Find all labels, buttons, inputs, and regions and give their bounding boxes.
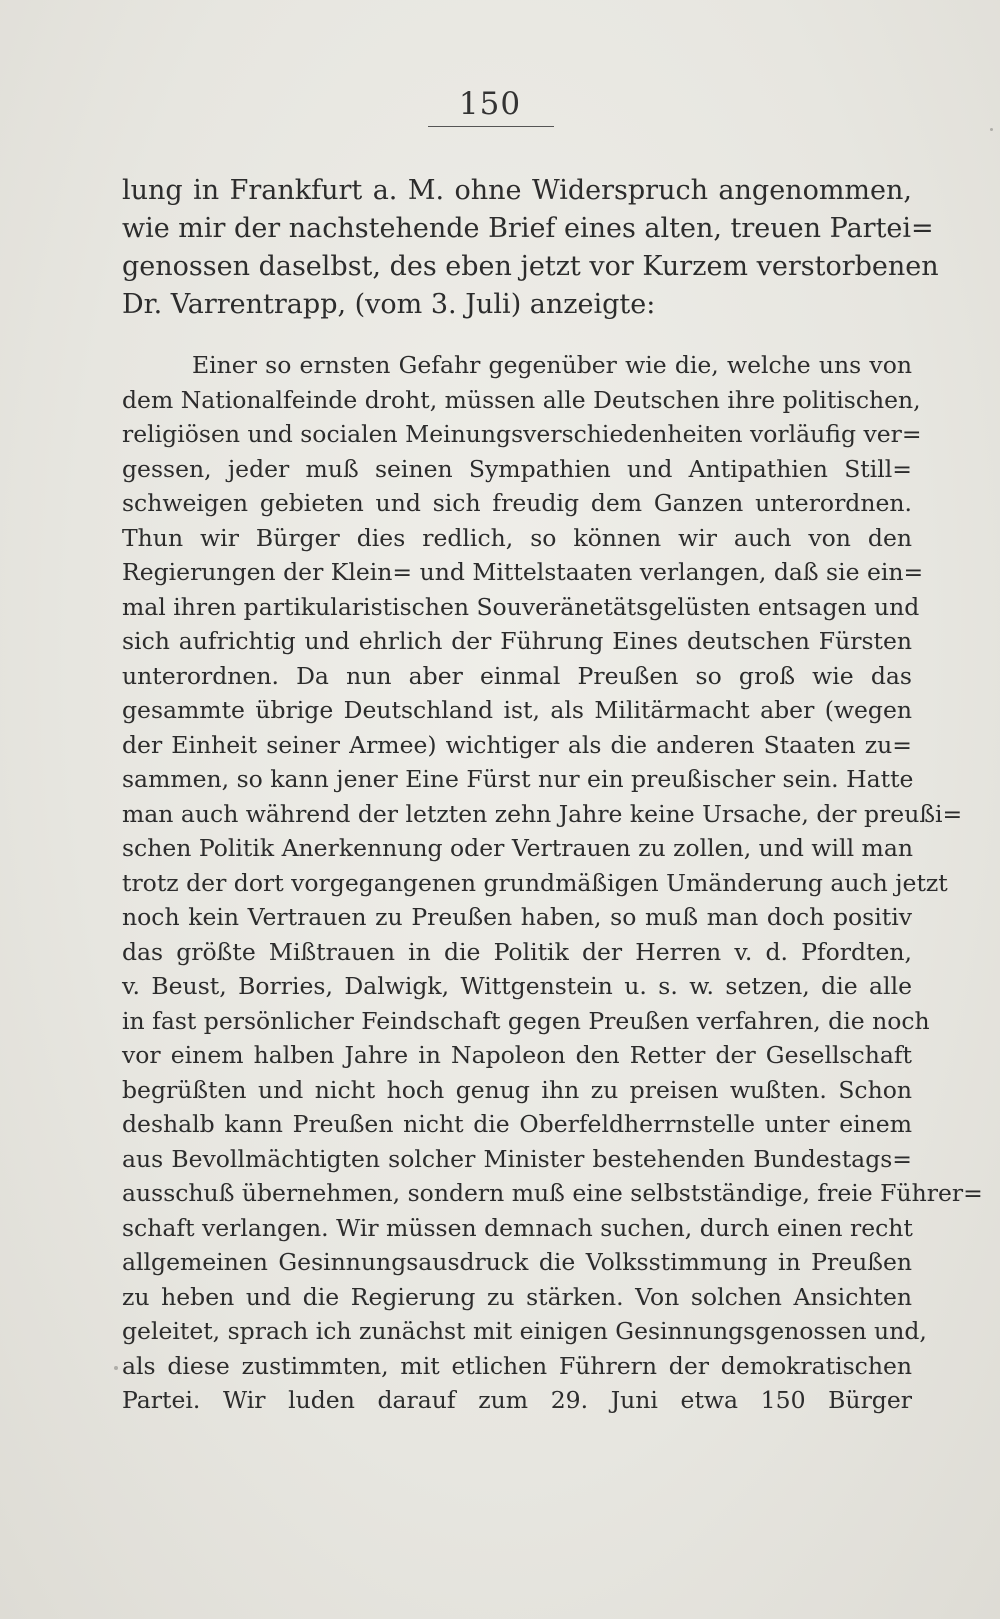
quote-line: schaft verlangen. Wir müssen demnach suchen, durch einen recht	[122, 1213, 913, 1242]
quote-line: schweigen gebieten und sich freudig dem Ganzen unterordnen.	[122, 489, 912, 517]
quoted-letter	[122, 348, 983, 1418]
quote-line: begrüßten und nicht hoch genug ihn zu preisen wußten. Schon	[122, 1075, 912, 1104]
quote-line: mal ihren partikularistischen Souveränetätsgelüsten entsagen und	[122, 592, 920, 621]
text-line: lung in Frankfurt a. M. ohne Widerspruch angenommen,	[122, 175, 912, 206]
quote-line: als diese zustimmten, mit etlichen Führern der demokratischen	[122, 1351, 912, 1380]
quote-line: dem Nationalfeinde droht, müssen alle Deutschen ihre politischen,	[122, 385, 921, 414]
quote-line: gessen, jeder muß seinen Sympathien und Antipathien Still=	[122, 454, 912, 483]
quote-line: sammen, so kann jener Eine Fürst nur ein preußischer sein. Hatte	[122, 765, 914, 793]
paper-speck	[990, 128, 993, 131]
paper-speck	[114, 1366, 118, 1370]
quote-line: Einer so ernsten Gefahr gegenüber wie die, welche uns von	[192, 351, 912, 379]
quote-line: Regierungen der Klein= und Mittelstaaten verlangen, daß sie ein=	[122, 558, 924, 586]
page-number: 150	[458, 86, 522, 122]
quote-line: religiösen und socialen Meinungsverschiedenheiten vorläufig ver=	[122, 420, 922, 448]
quote-line: schen Politik Anerkennung oder Vertrauen zu zollen, und will man	[122, 834, 913, 862]
quote-line: v. Beust, Borries, Dalwigk, Wittgenstein u. s. w. setzen, die alle	[122, 972, 912, 1000]
quote-line: gesammte übrige Deutschland ist, als Militärmacht aber (wegen	[122, 696, 912, 724]
quote-line: Partei. Wir luden darauf zum 29. Juni etwa 150 Bürger	[122, 1386, 912, 1414]
quote-line: aus Bevollmächtigten solcher Minister bestehenden Bundestags=	[122, 1144, 912, 1173]
quote-line: in fast persönlicher Feindschaft gegen Preußen verfahren, die noch	[122, 1006, 930, 1035]
quote-line: trotz der dort vorgegangenen grundmäßigen Umänderung auch jetzt	[122, 868, 948, 897]
quote-line: sich aufrichtig und ehrlich der Führung Eines deutschen Fürsten	[122, 627, 912, 655]
quote-line: man auch während der letzten zehn Jahre keine Ursache, der preußi=	[122, 799, 963, 828]
main-text	[122, 172, 939, 324]
quote-line: geleitet, sprach ich zunächst mit einigen Gesinnungsgenossen und,	[122, 1317, 927, 1345]
quote-line: deshalb kann Preußen nicht die Oberfeldherrnstelle unter einem	[122, 1110, 912, 1138]
quote-line: der Einheit seiner Armee) wichtiger als die anderen Staaten zu=	[122, 730, 912, 759]
header-rule	[428, 126, 554, 127]
quote-line: Thun wir Bürger dies redlich, so können wir auch von den	[122, 523, 912, 552]
quote-line: zu heben und die Regierung zu stärken. Von solchen Ansichten	[122, 1282, 912, 1311]
text-line: wie mir der nachstehende Brief eines alten, treuen Partei=	[122, 213, 934, 244]
text-line: genossen daselbst, des eben jetzt vor Kurzem verstorbenen	[122, 251, 939, 282]
quote-line: ausschuß übernehmen, sondern muß eine selbstständige, freie Führer=	[122, 1179, 983, 1207]
quote-line: das größte Mißtrauen in die Politik der Herren v. d. Pfordten,	[122, 937, 912, 966]
text-line: Dr. Varrentrapp, (vom 3. Juli) anzeigte:	[122, 289, 656, 320]
quote-line: allgemeinen Gesinnungsausdruck die Volksstimmung in Preußen	[122, 1248, 912, 1276]
quote-line: unterordnen. Da nun aber einmal Preußen so groß wie das	[122, 661, 912, 690]
quote-line: noch kein Vertrauen zu Preußen haben, so muß man doch positiv	[122, 903, 912, 931]
quote-line: vor einem halben Jahre in Napoleon den Retter der Gesellschaft	[122, 1041, 912, 1069]
